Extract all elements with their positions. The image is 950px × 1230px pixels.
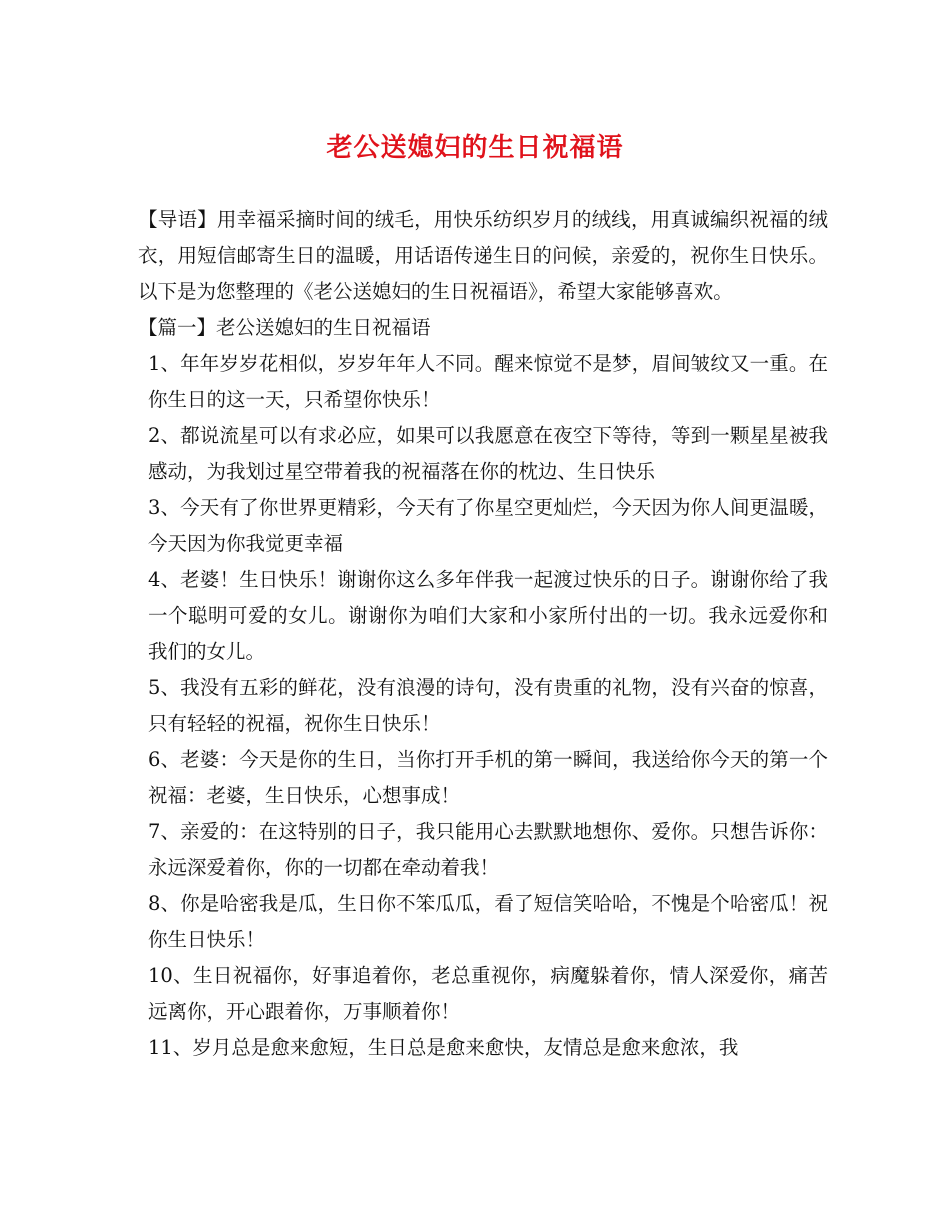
document-body bbox=[138, 202, 828, 1066]
section-heading: 【篇一】老公送媳妇的生日祝福语 bbox=[138, 316, 431, 339]
list-item: 8、你是哈密我是瓜，生日你不笨瓜瓜，看了短信笑哈哈，不愧是个哈密瓜！祝你生日快乐！ bbox=[148, 892, 828, 951]
intro-paragraph: 【导语】用幸福采摘时间的绒毛，用快乐纺织岁月的绒线，用真诚编织祝福的绒衣，用短信邮寄生日的温暖，用话语传递生日的问候，亲爱的，祝你生日快乐。以下是为您整理的《老公送媳妇的生日祝福语》，希望大家能够喜欢。 bbox=[138, 208, 828, 303]
list-item: 4、老婆！生日快乐！谢谢你这么多年伴我一起渡过快乐的日子。谢谢你给了我一个聪明可爱的女儿。谢谢你为咱们大家和小家所付出的一切。我永远爱你和我们的女儿。 bbox=[148, 568, 828, 663]
list-item: 3、今天有了你世界更精彩，今天有了你星空更灿烂，今天因为你人间更温暖，今天因为你我觉更幸福 bbox=[148, 496, 828, 555]
list-item: 1、年年岁岁花相似，岁岁年年人不同。醒来惊觉不是梦，眉间皱纹又一重。在你生日的这一天，只希望你快乐！ bbox=[148, 352, 828, 411]
document-title: 老公送媳妇的生日祝福语 bbox=[326, 133, 624, 163]
list-item: 7、亲爱的：在这特别的日子，我只能用心去默默地想你、爱你。只想告诉你：永远深爱着你，你的一切都在牵动着我！ bbox=[148, 820, 828, 879]
list-item: 11、岁月总是愈来愈短，生日总是愈来愈快，友情总是愈来愈浓，我 bbox=[148, 1036, 739, 1059]
list-item: 10、生日祝福你，好事追着你，老总重视你，病魔躲着你，情人深爱你，痛苦远离你，开心跟着你，万事顺着你！ bbox=[148, 964, 828, 1023]
list-item: 5、我没有五彩的鲜花，没有浪漫的诗句，没有贵重的礼物，没有兴奋的惊喜，只有轻轻的祝福，祝你生日快乐！ bbox=[148, 676, 828, 735]
list-item: 2、都说流星可以有求必应，如果可以我愿意在夜空下等待，等到一颗星星被我感动，为我划过星空带着我的祝福落在你的枕边、生日快乐 bbox=[148, 424, 828, 483]
list-item: 6、老婆：今天是你的生日，当你打开手机的第一瞬间，我送给你今天的第一个祝福：老婆，生日快乐，心想事成！ bbox=[148, 748, 828, 807]
